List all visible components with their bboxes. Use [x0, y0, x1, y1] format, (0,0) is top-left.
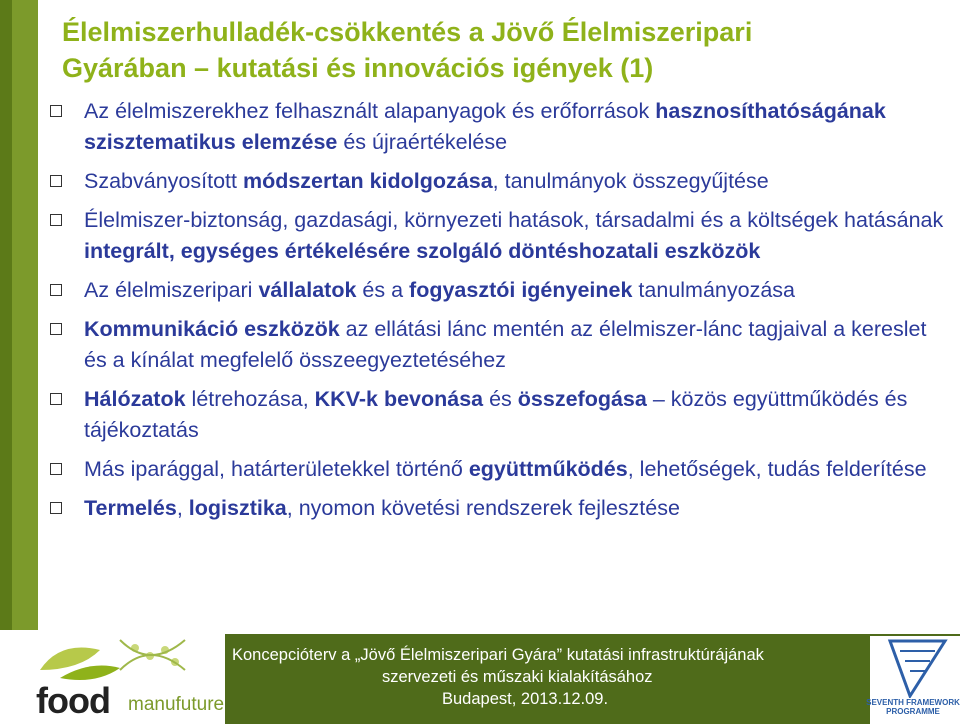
bullet-text: , [176, 496, 189, 520]
square-bullet-icon [50, 214, 62, 226]
bullet-item [50, 96, 950, 158]
bullet-text: – közös együttműködés és tájékoztatás [84, 387, 908, 442]
bullet-bold-text: együttműködés [468, 457, 628, 481]
left-accent-bar-dark [0, 0, 12, 634]
bullet-list [50, 96, 950, 532]
fp7-label-line1: SEVENTH FRAMEWORK [866, 698, 960, 707]
logo-manufuture-text: manufuture [128, 694, 225, 715]
bullet-item [50, 384, 950, 446]
bullet-text: Más iparággal, határterületekkel történő [84, 457, 469, 481]
bullet-text: létrehozása, [185, 387, 315, 411]
bullet-text: Szabványosított [84, 169, 243, 193]
bullet-bold-text: fogyasztói igényeinek [409, 278, 633, 302]
bullet-item [50, 314, 950, 376]
bullet-item [50, 166, 950, 197]
bullet-text: az ellátási lánc mentén az élelmiszer-lánc tagjaival a kereslet és a kínálat megfelelő összeegyeztetéséhez [84, 317, 927, 372]
slide-title [62, 14, 942, 86]
square-bullet-icon [50, 105, 62, 117]
bullet-text: , tanulmányok összegyűjtése [492, 169, 769, 193]
bullet-bold-text: összefogása [517, 387, 647, 411]
fp7-emblem-icon [870, 636, 960, 698]
bullet-bold-text: KKV-k bevonása [314, 387, 484, 411]
bullet-item [50, 205, 950, 267]
fp7-label [866, 698, 960, 716]
square-bullet-icon [50, 284, 62, 296]
bullet-text: és a [356, 278, 410, 302]
fp7-label-line2: PROGRAMME [886, 707, 940, 716]
title-line-2: Gyárában – kutatási és innovációs igények (1) [62, 53, 654, 83]
logo-food-text: food [36, 680, 110, 721]
bullet-text: tanulmányozása [632, 278, 795, 302]
bullet-text: és [483, 387, 518, 411]
bullet-bold-text: módszertan kidolgozása [242, 169, 493, 193]
footer-text [232, 644, 872, 710]
bullet-bold-text: Termelés [84, 496, 177, 520]
square-bullet-icon [50, 393, 62, 405]
bullet-text: Élelmiszer-biztonság, gazdasági, környezeti hatások, társadalmi és a költségek hatásának [84, 208, 944, 232]
bullet-bold-text: logisztika [188, 496, 287, 520]
title-line-1: Élelmiszerhulladék-csökkentés a Jövő Élelmiszeripari [62, 17, 753, 47]
bullet-text: , lehetőségek, tudás felderítése [627, 457, 927, 481]
square-bullet-icon [50, 502, 62, 514]
bullet-bold-text: vállalatok [258, 278, 357, 302]
bullet-bold-text: integrált, egységes értékelésére szolgáló döntéshozatali eszközök [84, 239, 761, 263]
bullet-text: Az élelmiszeripari [84, 278, 259, 302]
bullet-bold-text: hasznosíthatóságának szisztematikus elemzése [84, 99, 886, 154]
footer-line-3: Budapest, 2013.12.09. [442, 690, 609, 708]
square-bullet-icon [50, 175, 62, 187]
square-bullet-icon [50, 323, 62, 335]
bullet-text: , nyomon követési rendszerek fejlesztése [286, 496, 680, 520]
bullet-bold-text: Hálózatok [84, 387, 186, 411]
bullet-item [50, 454, 950, 485]
square-bullet-icon [50, 463, 62, 475]
bullet-item [50, 275, 950, 306]
footer-line-1: Koncepcióterv a „Jövő Élelmiszeripari Gyára” kutatási infrastruktúrájának [232, 646, 764, 664]
bullet-item [50, 493, 950, 524]
bullet-bold-text: Kommunikáció eszközök [84, 317, 340, 341]
footer-line-2: szervezeti és műszaki kialakításához [382, 668, 653, 686]
bullet-text: Az élelmiszerekhez felhasznált alapanyagok és erőforrások [84, 99, 656, 123]
bullet-text: és újraértékelése [337, 130, 508, 154]
